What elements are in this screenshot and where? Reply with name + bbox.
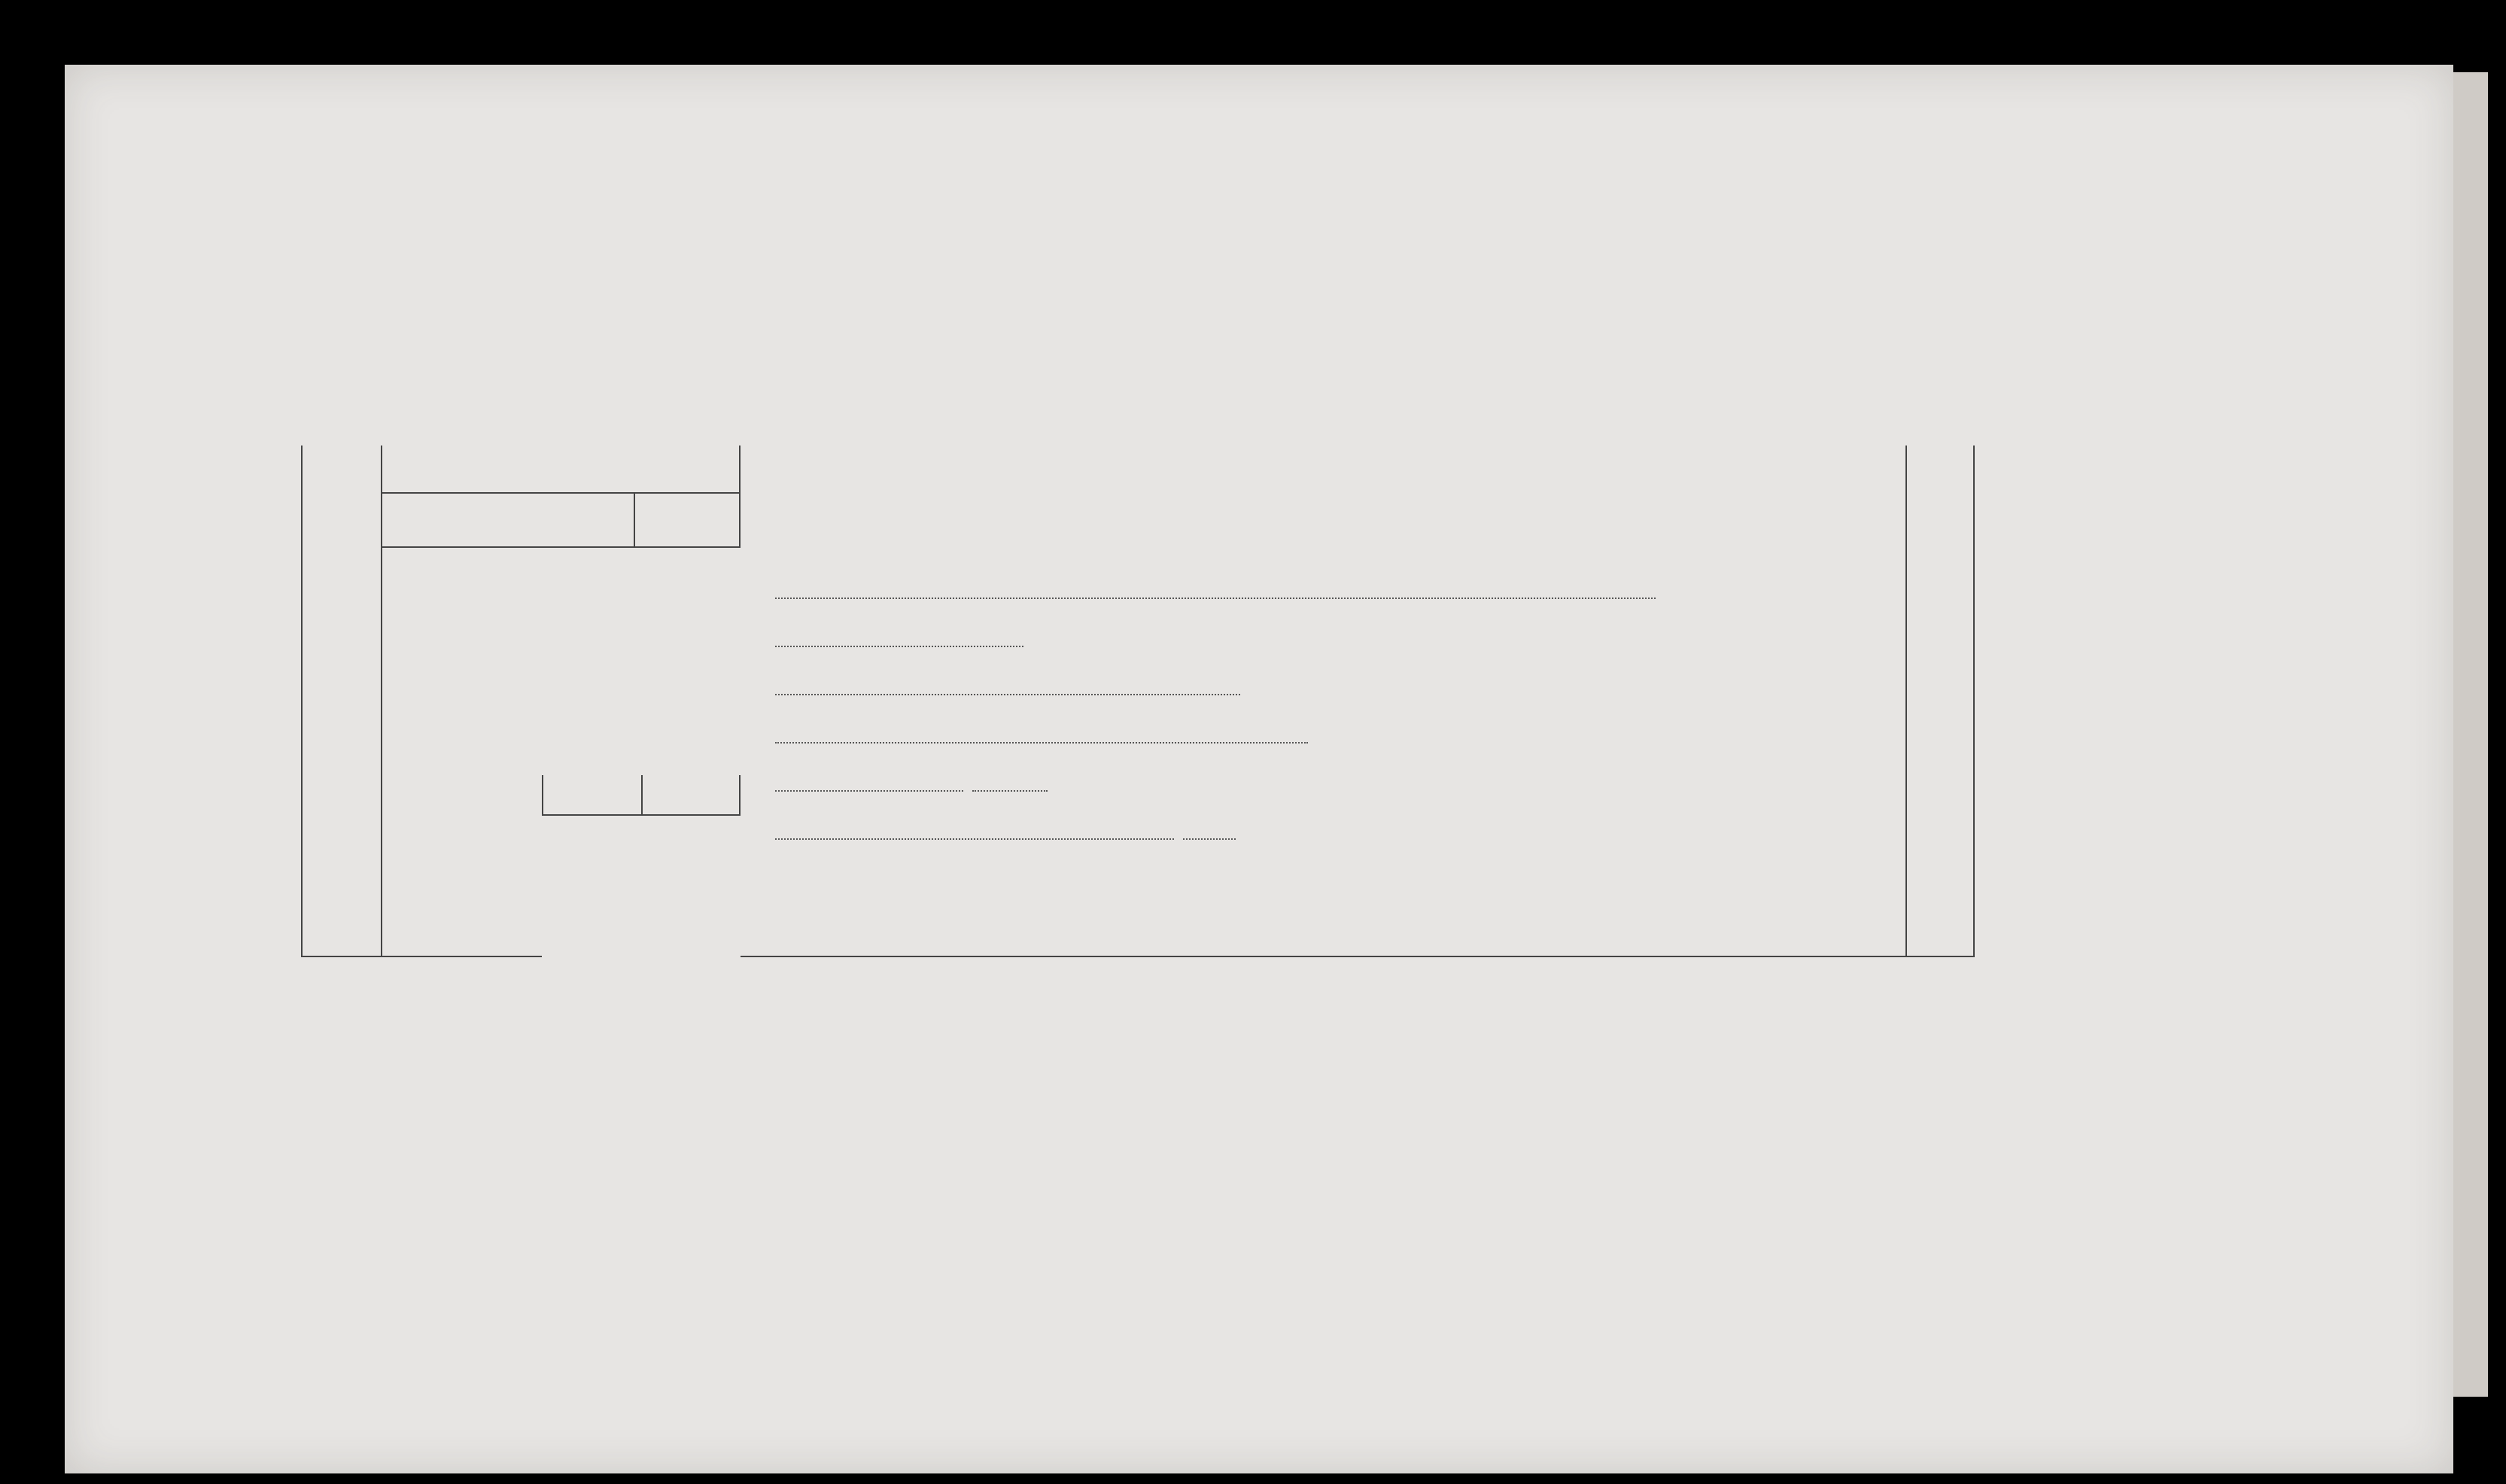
question-owner-cont	[771, 572, 1656, 599]
population-title	[1907, 446, 1975, 957]
desyatin-header	[542, 775, 643, 816]
questionnaire-block	[741, 446, 1907, 957]
korney-header	[643, 775, 741, 816]
answer-farming-line[interactable]	[775, 724, 1308, 744]
hired-workers-question	[301, 446, 382, 957]
answer-other-land-line[interactable]	[775, 628, 1023, 647]
question-land-type	[771, 668, 1240, 695]
trade-quantity-header	[635, 494, 741, 548]
question-village	[771, 765, 1048, 792]
orchard-block	[382, 775, 542, 957]
page-edge	[2453, 72, 2488, 1397]
answer-market-distance-line[interactable]	[1183, 820, 1236, 840]
trade-establishments-title	[382, 446, 741, 494]
question-market	[771, 813, 1236, 840]
answer-market-line[interactable]	[775, 820, 1174, 840]
answer-owner-line[interactable]	[775, 579, 1656, 599]
question-farming	[771, 716, 1308, 744]
question-other-land	[771, 620, 1023, 647]
answer-land-type-line[interactable]	[775, 676, 1240, 695]
answer-village-distance-line[interactable]	[972, 772, 1048, 792]
trade-name-header	[382, 494, 635, 548]
answer-village-line[interactable]	[775, 772, 963, 792]
